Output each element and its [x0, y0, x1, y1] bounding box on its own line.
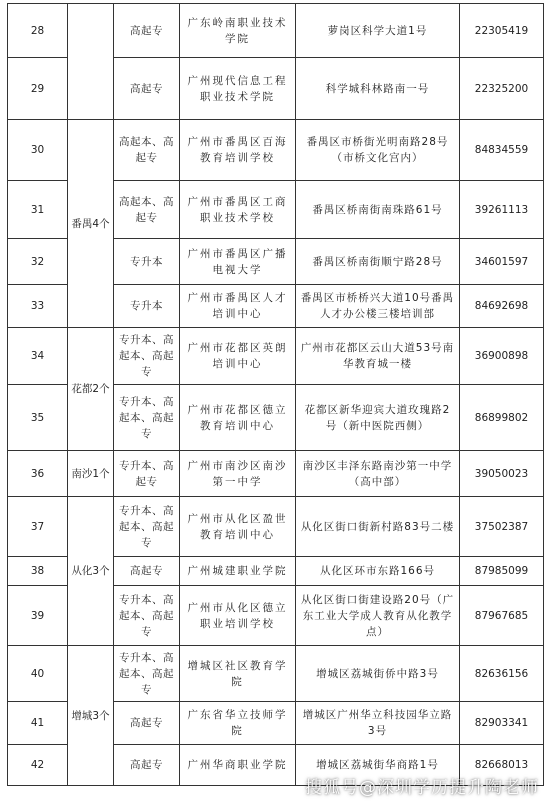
institution-address: 番禺区桥南街顺宁路28号 — [296, 239, 460, 285]
institution-address: 番禺区市桥街光明南路28号（市桥文化宫内） — [296, 120, 460, 181]
phone-number: 34601597 — [460, 239, 544, 285]
district-conghua: 从化3个 — [68, 497, 114, 646]
phone-number: 82668013 — [460, 745, 544, 786]
district-zengcheng: 增城3个 — [68, 646, 114, 786]
program-level: 高起本、高起专 — [114, 120, 180, 181]
table-row — [8, 497, 544, 557]
district-cell-empty — [68, 4, 114, 120]
phone-number: 86899802 — [460, 385, 544, 451]
district-panyu: 番禺4个 — [68, 120, 114, 328]
phone-number: 37502387 — [460, 497, 544, 557]
institution-name: 广州市番禺区百海教育培训学校 — [180, 120, 296, 181]
program-level: 高起专 — [114, 58, 180, 120]
row-number: 29 — [8, 58, 68, 120]
phone-number: 84692698 — [460, 285, 544, 328]
institution-address: 广州市花都区云山大道53号南华教育城一楼 — [296, 328, 460, 385]
phone-number: 87967685 — [460, 586, 544, 646]
table-row — [8, 328, 544, 385]
institution-name: 广州华商职业学院 — [180, 745, 296, 786]
row-number: 41 — [8, 702, 68, 745]
institution-name: 增城区社区教育学院 — [180, 646, 296, 702]
row-number: 30 — [8, 120, 68, 181]
program-level: 专升本、高起本、高起专 — [114, 328, 180, 385]
program-level: 专升本、高起本、高起专 — [114, 497, 180, 557]
program-level: 高起专 — [114, 4, 180, 58]
row-number: 32 — [8, 239, 68, 285]
institution-name: 广东省华立技师学院 — [180, 702, 296, 745]
row-number: 28 — [8, 4, 68, 58]
program-level: 高起专 — [114, 745, 180, 786]
table-row — [8, 451, 544, 497]
institution-name: 广州市番禺区广播电视大学 — [180, 239, 296, 285]
row-number: 36 — [8, 451, 68, 497]
institution-name: 广州市从化区德立职业培训学校 — [180, 586, 296, 646]
district-huadu: 花都2个 — [68, 328, 114, 451]
phone-number: 36900898 — [460, 328, 544, 385]
institution-address: 从化区环市东路166号 — [296, 557, 460, 586]
row-number: 40 — [8, 646, 68, 702]
institution-address: 增城区广州华立科技园华立路3号 — [296, 702, 460, 745]
phone-number: 84834559 — [460, 120, 544, 181]
institution-name: 广州城建职业学院 — [180, 557, 296, 586]
program-level: 专升本 — [114, 239, 180, 285]
row-number: 39 — [8, 586, 68, 646]
phone-number: 82636156 — [460, 646, 544, 702]
row-number: 37 — [8, 497, 68, 557]
institution-address: 从化区街口街新村路83号二楼 — [296, 497, 460, 557]
table-row — [8, 120, 544, 181]
program-level: 专升本、高起本、高起专 — [114, 586, 180, 646]
row-number: 31 — [8, 181, 68, 239]
institution-address: 番禺区桥南街南珠路61号 — [296, 181, 460, 239]
program-level: 专升本、高起专 — [114, 451, 180, 497]
table-row — [8, 4, 544, 58]
institution-name: 广州市南沙区南沙第一中学 — [180, 451, 296, 497]
institution-address: 萝岗区科学大道1号 — [296, 4, 460, 58]
institution-name: 广州市花都区英朗培训中心 — [180, 328, 296, 385]
row-number: 34 — [8, 328, 68, 385]
institution-name: 广州市从化区盈世教育培训中心 — [180, 497, 296, 557]
program-level: 高起专 — [114, 557, 180, 586]
row-number: 33 — [8, 285, 68, 328]
institution-address: 科学城科林路南一号 — [296, 58, 460, 120]
program-level: 高起本、高起专 — [114, 181, 180, 239]
watermark: 搜狐号@深圳学历提升陶老师 — [305, 778, 539, 798]
program-level: 专升本、高起本、高起专 — [114, 646, 180, 702]
institution-address: 从化区街口街建设路20号（广东工业大学成人教育从化教学点） — [296, 586, 460, 646]
phone-number: 87985099 — [460, 557, 544, 586]
phone-number: 39261113 — [460, 181, 544, 239]
table-row — [8, 646, 544, 702]
row-number: 38 — [8, 557, 68, 586]
row-number: 42 — [8, 745, 68, 786]
phone-number: 82903341 — [460, 702, 544, 745]
institution-address: 增城区荔城街侨中路3号 — [296, 646, 460, 702]
institution-address: 增城区荔城街华商路1号 — [296, 745, 460, 786]
institution-name: 广州现代信息工程职业技术学院 — [180, 58, 296, 120]
program-level: 高起专 — [114, 702, 180, 745]
program-level: 专升本 — [114, 285, 180, 328]
institution-address: 番禺区市桥桥兴大道10号番禺人才办公楼三楼培训部 — [296, 285, 460, 328]
phone-number: 39050023 — [460, 451, 544, 497]
phone-number: 22305419 — [460, 4, 544, 58]
phone-number: 22325200 — [460, 58, 544, 120]
program-level: 专升本、高起本、高起专 — [114, 385, 180, 451]
institution-name: 广州市番禺区工商职业技术学校 — [180, 181, 296, 239]
institution-table — [7, 3, 544, 786]
institution-name: 广东岭南职业技术学院 — [180, 4, 296, 58]
institution-name: 广州市番禺区人才培训中心 — [180, 285, 296, 328]
district-nansha: 南沙1个 — [68, 451, 114, 497]
institution-address: 花都区新华迎宾大道玫瑰路2号（新中医院西侧） — [296, 385, 460, 451]
institution-name: 广州市花都区德立教育培训中心 — [180, 385, 296, 451]
row-number: 35 — [8, 385, 68, 451]
institution-address: 南沙区丰泽东路南沙第一中学（高中部） — [296, 451, 460, 497]
